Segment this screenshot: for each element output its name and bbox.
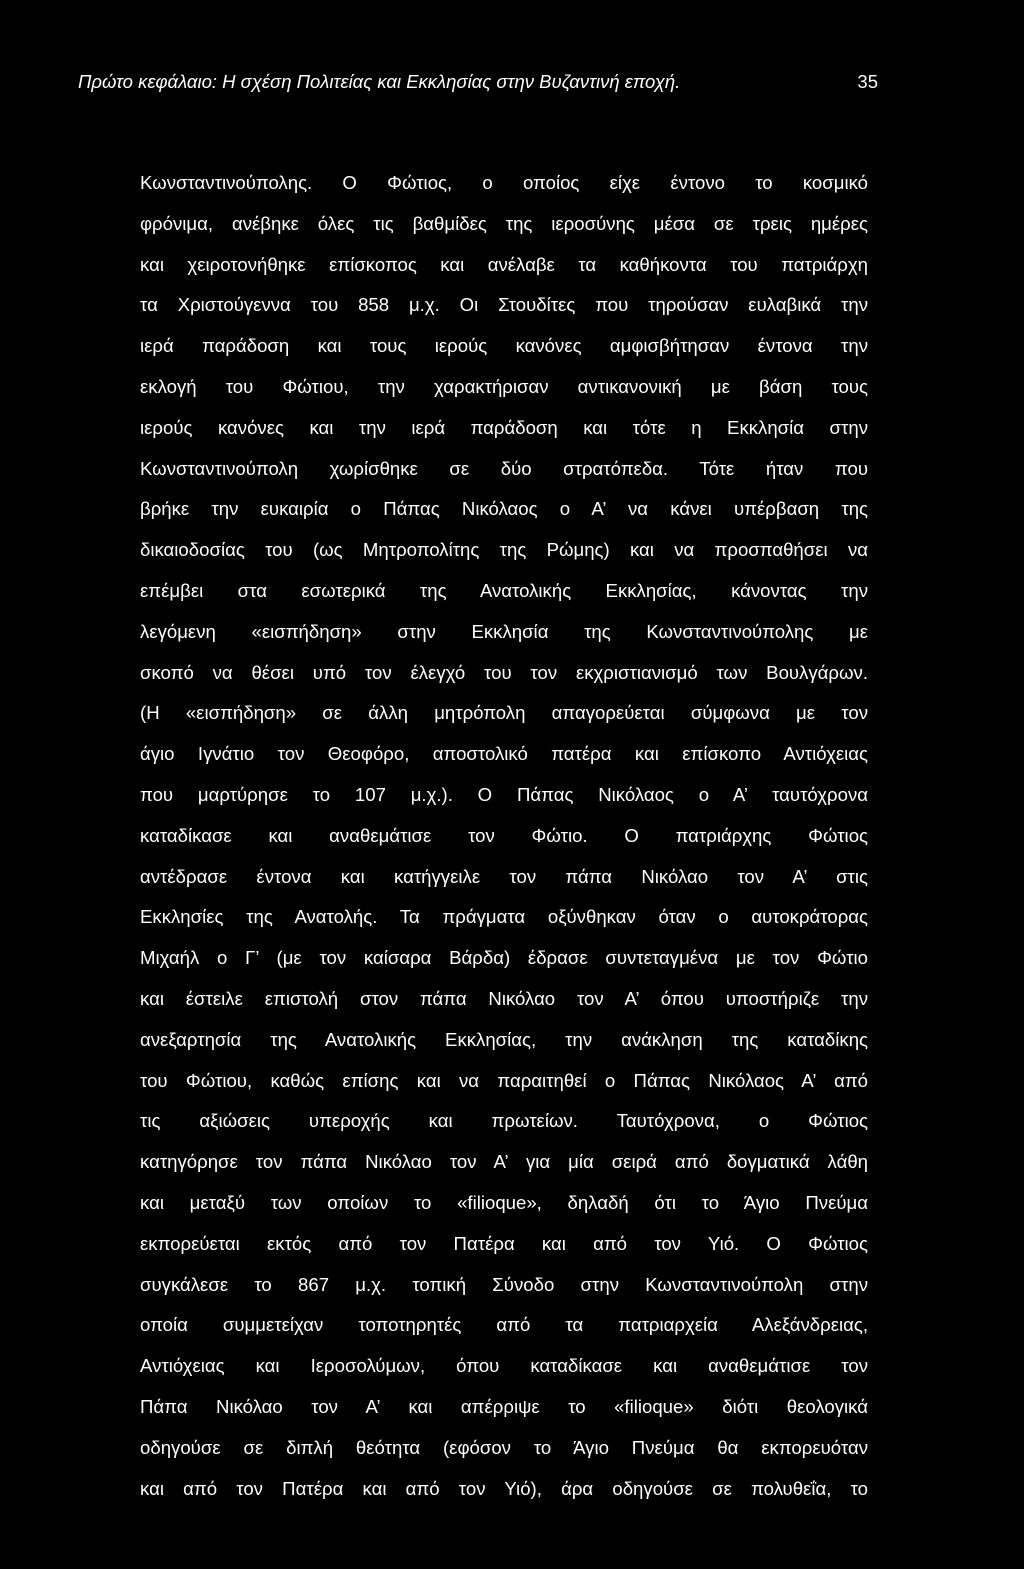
text-line: σκοπό να θέσει υπό τον έλεγχό του τον εκχριστιανισμό των Βουλγάρων. <box>140 661 868 683</box>
text-line: δικαιοδοσίας του (ως Μητροπολίτης της Ρώμης) και να προσπαθήσει να <box>140 539 868 561</box>
text-line: Κωνσταντινούπολης. Ο Φώτιος, ο οποίος είχε έντονο το κοσμικό <box>140 172 868 193</box>
running-title: Πρώτο κεφάλαιο: Η σχέση Πολιτείας και Εκκλησίας στην Βυζαντινή εποχή. <box>78 71 681 92</box>
text-line: ιερούς κανόνες και την ιερά παράδοση και τότε η Εκκλησία στην <box>140 416 868 438</box>
text-line: και έστειλε επιστολή στον πάπα Νικόλαο τον Α’ όπου υποστήριζε την <box>140 987 868 1009</box>
text-line: αντέδρασε έντονα και κατήγγειλε τον πάπα Νικόλαο τον Α’ στις <box>140 865 868 887</box>
text-line: και μεταξύ των οποίων το «filioque», δηλαδή ότι το Άγιο Πνεύμα <box>140 1191 868 1213</box>
page-number: 35 <box>857 71 878 92</box>
text-line: Κωνσταντινούπολη χωρίσθηκε σε δύο στρατόπεδα. Τότε ήταν που <box>140 457 868 479</box>
text-line: κατηγόρησε τον πάπα Νικόλαο τον Α’ για μία σειρά από δογματικά λάθη <box>140 1151 868 1173</box>
text-line: βρήκε την ευκαιρία ο Πάπας Νικόλαος ο Α’ να κάνει υπέρβαση της <box>140 498 868 520</box>
text-line: επέμβει στα εσωτερικά της Ανατολικής Εκκλησίας, κάνοντας την <box>140 579 868 601</box>
text-line: Αντιόχειας και Ιεροσολύμων, όπου καταδίκασε και αναθεμάτισε τον <box>140 1355 868 1377</box>
text-line: και από τον Πατέρα και από τον Υιό), άρα οδηγούσε σε πολυθεΐα, το <box>140 1477 868 1499</box>
text-line: καταδίκασε και αναθεμάτισε τον Φώτιο. Ο πατριάρχης Φώτιος <box>140 824 868 846</box>
text-line: Μιχαήλ ο Γ’ (με τον καίσαρα Βάρδα) έδρασε συντεταγμένα με τον Φώτιο <box>140 947 868 969</box>
text-line: Εκκλησίες της Ανατολής. Τα πράγματα οξύνθηκαν όταν ο αυτοκράτορας <box>140 906 868 928</box>
page-header <box>78 67 878 97</box>
text-line: εκλογή του Φώτιου, την χαρακτήρισαν αντικανονική με βάση τους <box>140 375 868 397</box>
text-line: (Η «εισπήδηση» σε άλλη μητρόπολη απαγορεύεται σύμφωνα με τον <box>140 702 868 724</box>
text-line: Πάπα Νικόλαο τον Α’ και απέρριψε το «filioque» διότι θεολογικά <box>140 1395 868 1417</box>
text-line: άγιο Ιγνάτιο τον Θεοφόρο, αποστολικό πατέρα και επίσκοπο Αντιόχειας <box>140 743 868 765</box>
body-text <box>140 168 868 1514</box>
text-line: τις αξιώσεις υπεροχής και πρωτείων. Ταυτόχρονα, ο Φώτιος <box>140 1110 868 1132</box>
text-line: φρόνιμα, ανέβηκε όλες τις βαθμίδες της ιεροσύνης μέσα σε τρεις ημέρες <box>140 212 868 234</box>
text-line: οποία συμμετείχαν τοποτηρητές από τα πατριαρχεία Αλεξάνδρειας, <box>140 1314 868 1336</box>
text-line: τα Χριστούγεννα του 858 μ.χ. Οι Στουδίτες που τηρούσαν ευλαβικά την <box>140 294 868 316</box>
text-line: ιερά παράδοση και τους ιερούς κανόνες αμφισβήτησαν έντονα την <box>140 335 868 357</box>
text-line: του Φώτιου, καθώς επίσης και να παραιτηθεί ο Πάπας Νικόλαος Α’ από <box>140 1069 868 1091</box>
text-line: ανεξαρτησία της Ανατολικής Εκκλησίας, την ανάκληση της καταδίκης <box>140 1028 868 1050</box>
text-line: λεγόμενη «εισπήδηση» στην Εκκλησία της Κωνσταντινούπολης με <box>140 620 868 642</box>
text-line: οδηγούσε σε διπλή θεότητα (εφόσον το Άγιο Πνεύμα θα εκπορευόταν <box>140 1436 868 1458</box>
text-line: εκπορεύεται εκτός από τον Πατέρα και από τον Υιό. Ο Φώτιος <box>140 1232 868 1254</box>
text-line: που μαρτύρησε το 107 μ.χ.). Ο Πάπας Νικόλαος ο Α’ ταυτόχρονα <box>140 783 868 805</box>
text-line: και χειροτονήθηκε επίσκοπος και ανέλαβε τα καθήκοντα του πατριάρχη <box>140 253 868 275</box>
text-line: συγκάλεσε το 867 μ.χ. τοπική Σύνοδο στην Κωνσταντινούπολη στην <box>140 1273 868 1295</box>
